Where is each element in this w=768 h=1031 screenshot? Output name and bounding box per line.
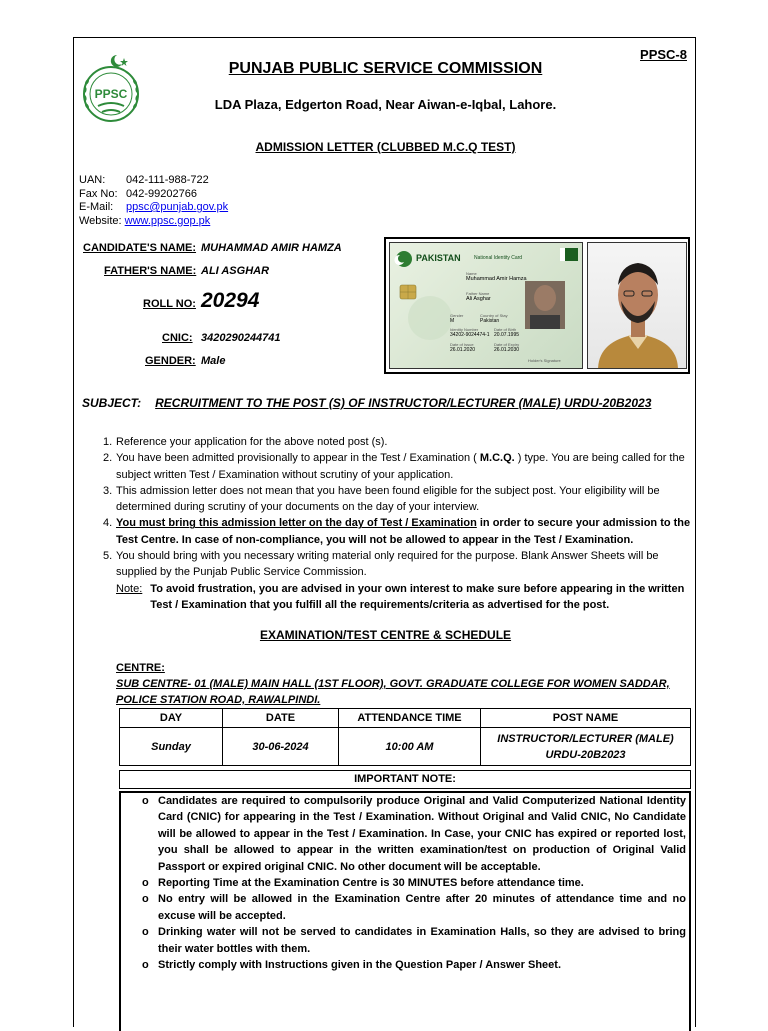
uan-value: 042-111-988-722 bbox=[126, 174, 209, 186]
cnic-value: 3420290244741 bbox=[201, 332, 281, 344]
centre-block bbox=[116, 660, 676, 708]
schedule-title: EXAMINATION/TEST CENTRE & SCHEDULE bbox=[259, 628, 512, 642]
table-row bbox=[120, 728, 691, 766]
contact-block bbox=[79, 174, 228, 228]
form-code: PPSC-8 bbox=[640, 47, 687, 62]
note-text: To avoid frustration, you are advised in your own interest to make sure before appearing in the written Test / Examination that you fulfill all the requirements/criteria as advertised for the post. bbox=[150, 583, 685, 612]
instructions-list bbox=[103, 434, 691, 581]
letter-title: ADMISSION LETTER (CLUBBED M.C.Q TEST) bbox=[255, 140, 516, 154]
list-item: 5. You should bring with you necessary writing material only required for the purpose. Blank Answer Sheets will be supplied by the Punjab Public Service Commission. bbox=[103, 550, 659, 579]
header-post-name: POST NAME bbox=[481, 709, 691, 728]
email-link[interactable]: ppsc@punjab.gov.pk bbox=[126, 201, 229, 213]
cnic-label: CNIC: bbox=[162, 332, 193, 344]
centre-label: CENTRE: bbox=[116, 662, 165, 674]
list-item: 1. Reference your application for the above noted post (s). bbox=[103, 436, 388, 448]
father-name-value: ALI ASGHAR bbox=[201, 265, 270, 277]
candidate-photo bbox=[587, 242, 687, 369]
id-dob: 20.07.1995 bbox=[494, 332, 520, 338]
organization-address: LDA Plaza, Edgerton Road, Near Aiwan-e-Iqbal, Lahore. bbox=[214, 97, 557, 112]
id-gender: M bbox=[450, 318, 455, 324]
gender-value: Male bbox=[201, 355, 226, 367]
list-item: o Candidates are required to compulsorily produce Original and Valid Computerized National Identity Card (CNIC) for appearing in the Test / Examination. Without Original and Valid CNIC, No Candidate will be allowed to appear in the Test / Examination. In Case, your CNIC has expired or reported lost, you shall be allowed to appear in the written examination/test on production of Original Valid Passport or expired original CNIC. No other document will be acceptable. bbox=[142, 795, 686, 873]
id-signature-label: Holder's Signature bbox=[528, 358, 561, 363]
id-dob-label: Date of Birth bbox=[494, 327, 517, 332]
cnic-card-image bbox=[389, 242, 583, 369]
admission-letter bbox=[73, 37, 696, 1027]
id-expiry: 26.01.2030 bbox=[494, 347, 520, 353]
gender-label: GENDER: bbox=[145, 355, 196, 367]
subject-line bbox=[82, 396, 651, 410]
schedule-table bbox=[119, 708, 691, 766]
organization-name: PUNJAB PUBLIC SERVICE COMMISSION bbox=[228, 60, 543, 77]
list-item: 2. You have been admitted provisionally to appear in the Test / Examination ( M.C.Q. ) type. You are being called for the subject written Test / Examination without scrutiny of your application. bbox=[103, 452, 685, 481]
header-attendance-time: ATTENDANCE TIME bbox=[339, 709, 481, 728]
table-header-row bbox=[120, 709, 691, 728]
id-country-label: Country of Stay bbox=[480, 313, 508, 318]
cell-time: 10:00 AM bbox=[339, 728, 481, 766]
logo-text: PPSC bbox=[94, 87, 128, 101]
id-country-value: Pakistan bbox=[480, 318, 500, 324]
cell-day: Sunday bbox=[120, 728, 223, 766]
cell-post-name: INSTRUCTOR/LECTURER (MALE) URDU-20B2023 bbox=[481, 728, 691, 766]
list-item: 4. You must bring this admission letter on the day of Test / Examination in order to secure your admission to the Test Centre. In case of non-compliance, you will not be allowed to appear in the Test / Examination. bbox=[103, 517, 691, 546]
fax-label: Fax No: bbox=[79, 187, 118, 200]
important-note-title: IMPORTANT NOTE: bbox=[119, 770, 691, 789]
roll-no-label: ROLL NO: bbox=[143, 298, 196, 310]
centre-value: SUB CENTRE- 01 (MALE) MAIN HALL (1ST FLOOR), GOVT. GRADUATE COLLEGE FOR WOMEN SADDAR, POLICE STATION ROAD, RAWALPINDI. bbox=[116, 678, 670, 706]
father-name-label: FATHER'S NAME: bbox=[104, 265, 197, 277]
fax-value: 042-99202766 bbox=[126, 187, 197, 200]
id-gender-label: Gender bbox=[450, 313, 464, 318]
list-item: o Strictly comply with Instructions given in the Question Paper / Answer Sheet. bbox=[142, 959, 562, 972]
website-link[interactable]: www.ppsc.gop.pk bbox=[124, 214, 211, 227]
id-number-label: Identity Number bbox=[450, 327, 479, 332]
note-label: Note: bbox=[116, 583, 143, 595]
id-country: PAKISTAN bbox=[416, 253, 461, 263]
candidate-name-value: MUHAMMAD AMIR HAMZA bbox=[201, 242, 342, 254]
id-name: Muhammad Amir Hamza bbox=[466, 276, 527, 282]
important-note-box bbox=[119, 791, 691, 1031]
header-date: DATE bbox=[223, 709, 339, 728]
cell-date: 30-06-2024 bbox=[223, 728, 339, 766]
id-father-label: Father Name bbox=[466, 291, 490, 296]
list-item: 3. This admission letter does not mean that you have been found eligible for the subject post. Your eligibility will be determined during scrutiny of your documents on the day of your interview. bbox=[103, 484, 660, 514]
candidate-name-label: CANDIDATE'S NAME: bbox=[83, 242, 197, 254]
email-label: E-Mail: bbox=[79, 201, 114, 213]
subject-text: RECRUITMENT TO THE POST (S) OF INSTRUCTOR/LECTURER (MALE) URDU-20B2023 bbox=[155, 396, 652, 410]
id-card-title: National Identity Card bbox=[474, 255, 523, 261]
id-photo-frame bbox=[384, 237, 690, 374]
list-item: o No entry will be allowed in the Examination Centre after 20 minutes of attendance time and no excuse will be accepted. bbox=[142, 893, 686, 922]
website-label: Website: bbox=[79, 214, 122, 227]
id-number: 34202-9024474-1 bbox=[450, 332, 490, 338]
important-note-list bbox=[142, 793, 686, 973]
subject-label: SUBJECT: bbox=[82, 396, 142, 410]
id-expiry-label: Date of Expiry bbox=[494, 342, 520, 347]
roll-no-value: 20294 bbox=[201, 289, 260, 312]
list-item: o Reporting Time at the Examination Centre is 30 MINUTES before attendance time. bbox=[142, 877, 584, 890]
id-issue-label: Date of Issue bbox=[450, 342, 474, 347]
note-block bbox=[116, 581, 691, 614]
id-issue: 26.01.2020 bbox=[450, 347, 476, 353]
id-name-label: Name bbox=[466, 271, 477, 276]
list-item: o Drinking water will not be served to candidates in Examination Halls, so they are advised to bring their water bottles with them. bbox=[142, 926, 686, 955]
id-father: Ali Asghar bbox=[466, 296, 491, 302]
uan-label: UAN: bbox=[79, 174, 106, 186]
header-day: DAY bbox=[120, 709, 223, 728]
